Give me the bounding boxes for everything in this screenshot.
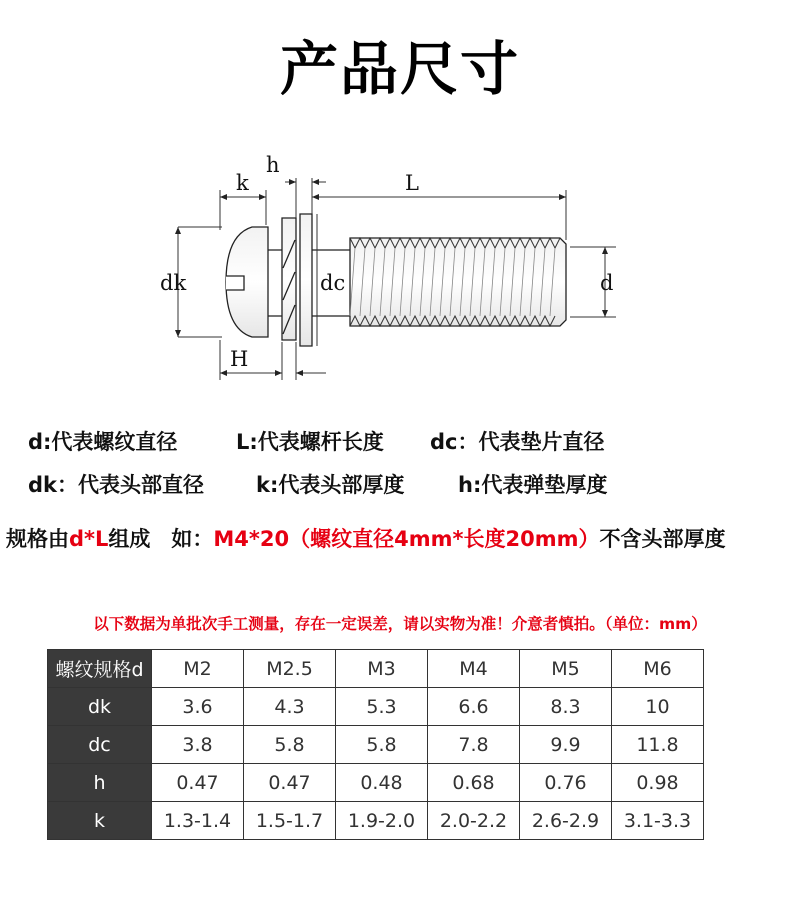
label-L: L [405, 171, 419, 195]
value-cell: 4.3 [244, 688, 336, 726]
spec-prefix: 规格由 [6, 527, 69, 551]
label-dk: dk [160, 271, 187, 295]
legend-h: h:代表弹垫厚度 [458, 473, 608, 497]
value-cell: 9.9 [520, 726, 612, 764]
value-cell: 3.1-3.3 [612, 802, 704, 840]
table-row [48, 764, 704, 802]
row-label: h [48, 764, 152, 802]
label-k: k [236, 171, 249, 195]
spec-dl: d*L [69, 527, 109, 551]
size-table [47, 649, 704, 840]
size-cell: M2 [152, 650, 244, 688]
value-cell: 0.47 [152, 764, 244, 802]
value-cell: 3.6 [152, 688, 244, 726]
value-cell: 11.8 [612, 726, 704, 764]
table-header-label: 螺纹规格d [48, 650, 152, 688]
size-cell: M5 [520, 650, 612, 688]
value-cell: 5.3 [336, 688, 428, 726]
row-label: k [48, 802, 152, 840]
value-cell: 1.9-2.0 [336, 802, 428, 840]
spec-example: M4*20（螺纹直径4mm*长度20mm） [213, 527, 600, 551]
spec-mid: 组成 如： [108, 527, 214, 551]
value-cell: 7.8 [428, 726, 520, 764]
spec-suffix: 不含头部厚度 [599, 527, 726, 551]
legend-dc: dc：代表垫片直径 [430, 430, 605, 454]
value-cell: 1.5-1.7 [244, 802, 336, 840]
value-cell: 0.76 [520, 764, 612, 802]
value-cell: 2.0-2.2 [428, 802, 520, 840]
size-cell: M3 [336, 650, 428, 688]
value-cell: 10 [612, 688, 704, 726]
label-H: H [230, 347, 249, 371]
measurement-note: 以下数据为单批次手工测量，存在一定误差，请以实物为准！介意者慎拍。（单位：mm） [93, 615, 707, 633]
value-cell: 0.68 [428, 764, 520, 802]
value-cell: 8.3 [520, 688, 612, 726]
value-cell: 3.8 [152, 726, 244, 764]
label-d: d [600, 271, 614, 295]
screw-dimension-diagram [0, 0, 800, 400]
page-title: 产品尺寸 [279, 35, 520, 103]
value-cell: 5.8 [244, 726, 336, 764]
size-cell: M4 [428, 650, 520, 688]
legend-k: k:代表头部厚度 [256, 473, 405, 497]
size-cell: M2.5 [244, 650, 336, 688]
value-cell: 0.98 [612, 764, 704, 802]
row-label: dk [48, 688, 152, 726]
label-h: h [266, 153, 280, 177]
legend-L: L:代表螺杆长度 [236, 430, 384, 454]
value-cell: 2.6-2.9 [520, 802, 612, 840]
table-header-row [48, 650, 704, 688]
spec-format-line [6, 523, 725, 553]
value-cell: 0.48 [336, 764, 428, 802]
value-cell: 5.8 [336, 726, 428, 764]
value-cell: 6.6 [428, 688, 520, 726]
table-row [48, 688, 704, 726]
row-label: dc [48, 726, 152, 764]
value-cell: 0.47 [244, 764, 336, 802]
table-row [48, 726, 704, 764]
table-row [48, 802, 704, 840]
label-dc: dc [320, 271, 346, 295]
legend-dk: dk：代表头部直径 [28, 473, 204, 497]
value-cell: 1.3-1.4 [152, 802, 244, 840]
legend-d: d:代表螺纹直径 [28, 430, 178, 454]
size-cell: M6 [612, 650, 704, 688]
